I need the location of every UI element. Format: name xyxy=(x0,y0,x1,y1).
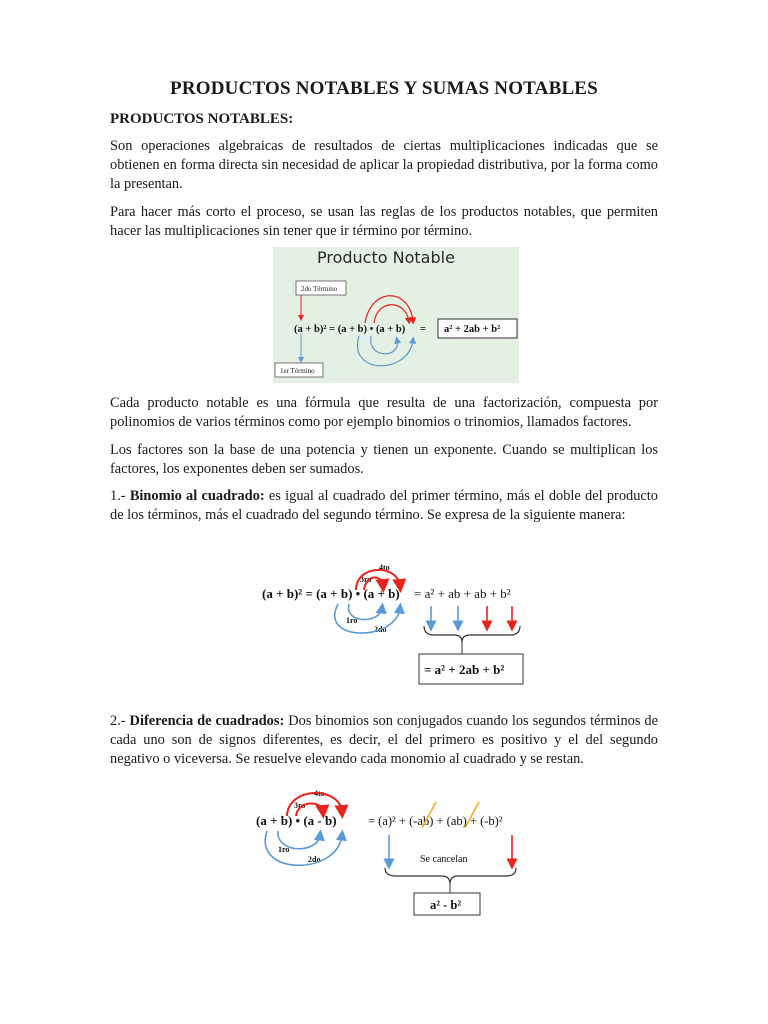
page-title: PRODUCTOS NOTABLES Y SUMAS NOTABLES xyxy=(170,78,598,99)
paragraph-process: Para hacer más corto el proceso, se usan las reglas de los productos notables, que permiten hacer las multiplicaciones sin tener que ir término por término. xyxy=(110,204,658,239)
ord-3: 3ro xyxy=(294,801,306,810)
second-term-label: 2do Término xyxy=(301,285,338,293)
paragraph-factors: Los factores son la base de una potencia y tienen un exponente. Cuando se multiplican los factores, los exponentes deben ser sumados. xyxy=(110,442,658,477)
binomio-expression: (a + b)² = (a + b) • (a + b) xyxy=(262,586,400,601)
diferencia-description: Dos binomios son conjugados cuando los segundos términos de cada uno son de signos diferentes, es decir, el del primero es positivo y el del segundo negativo o viceversa. Se resuelve elevando cada monomio al cuadrado y se restan. xyxy=(110,713,658,767)
paragraph-formula: Cada producto notable es una fórmula que resulta de una factorización, compuesta por polinomios de varios términos como por ejemplo binomios o trinomios, llamados factores. xyxy=(110,395,658,430)
diferencia-result: a² - b² xyxy=(430,898,462,912)
ord-1: 1ro xyxy=(346,616,358,625)
ord-2: 2do xyxy=(374,625,387,634)
figure1-expression: (a + b)² = (a + b) • (a + b) xyxy=(294,324,406,335)
binomio-rhs: = a² + ab + ab + b² xyxy=(414,586,511,601)
diferencia-brace xyxy=(385,868,516,884)
diferencia-figure xyxy=(250,780,540,920)
red-arrow-2 xyxy=(365,296,413,323)
paragraph-diferencia xyxy=(110,712,658,769)
paragraph-binomio xyxy=(110,487,658,525)
cancel-note: Se cancelan xyxy=(420,854,468,865)
binomio-figure xyxy=(258,556,548,690)
term-binomio: Binomio al cuadrado: xyxy=(129,488,265,504)
item-number: 2.- xyxy=(110,713,130,729)
figure-heading: Producto Notable xyxy=(317,248,455,267)
diferencia-expression: (a + b) • (a - b) xyxy=(256,813,337,828)
ord-2: 2do xyxy=(308,855,321,864)
binomio-result: = a² + 2ab + b² xyxy=(424,662,505,677)
figure1-equals: = xyxy=(420,324,426,335)
binomio-brace xyxy=(424,626,520,642)
item-number: 1.- xyxy=(110,488,130,504)
figure1-diagram xyxy=(273,247,519,383)
blue-arrow-inner xyxy=(349,604,382,620)
red-arrow-1 xyxy=(374,305,409,323)
ord-4: 4to xyxy=(379,563,390,572)
producto-notable-figure xyxy=(273,247,519,383)
blue-arrow-outer xyxy=(335,604,400,633)
term-diferencia: Diferencia de cuadrados: xyxy=(129,713,285,729)
binomio-description: es igual al cuadrado del primer término, más el doble del producto de los términos, más el cuadrado del segundo término. Se expresa de la siguiente manera: xyxy=(110,488,659,523)
ord-1: 1ro xyxy=(278,845,290,854)
ord-4: 4to xyxy=(314,789,325,798)
blue-arrow-2 xyxy=(371,336,398,354)
paragraph-definition: Son operaciones algebraicas de resultados de ciertas multiplicaciones indicadas que se obtienen en forma directa sin necesidad de aplicar la propiedad distributiva, por la forma como la presentan. xyxy=(110,138,658,192)
figure1-result: a² + 2ab + b² xyxy=(444,324,501,335)
ord-3: 3ro xyxy=(360,575,372,584)
section-heading: PRODUCTOS NOTABLES: xyxy=(110,111,294,127)
blue-arrow-1 xyxy=(357,336,413,366)
first-term-label: 1er Término xyxy=(280,367,315,375)
diferencia-rhs: = (a)² + (-ab) + (ab) + (-b)² xyxy=(368,814,503,828)
